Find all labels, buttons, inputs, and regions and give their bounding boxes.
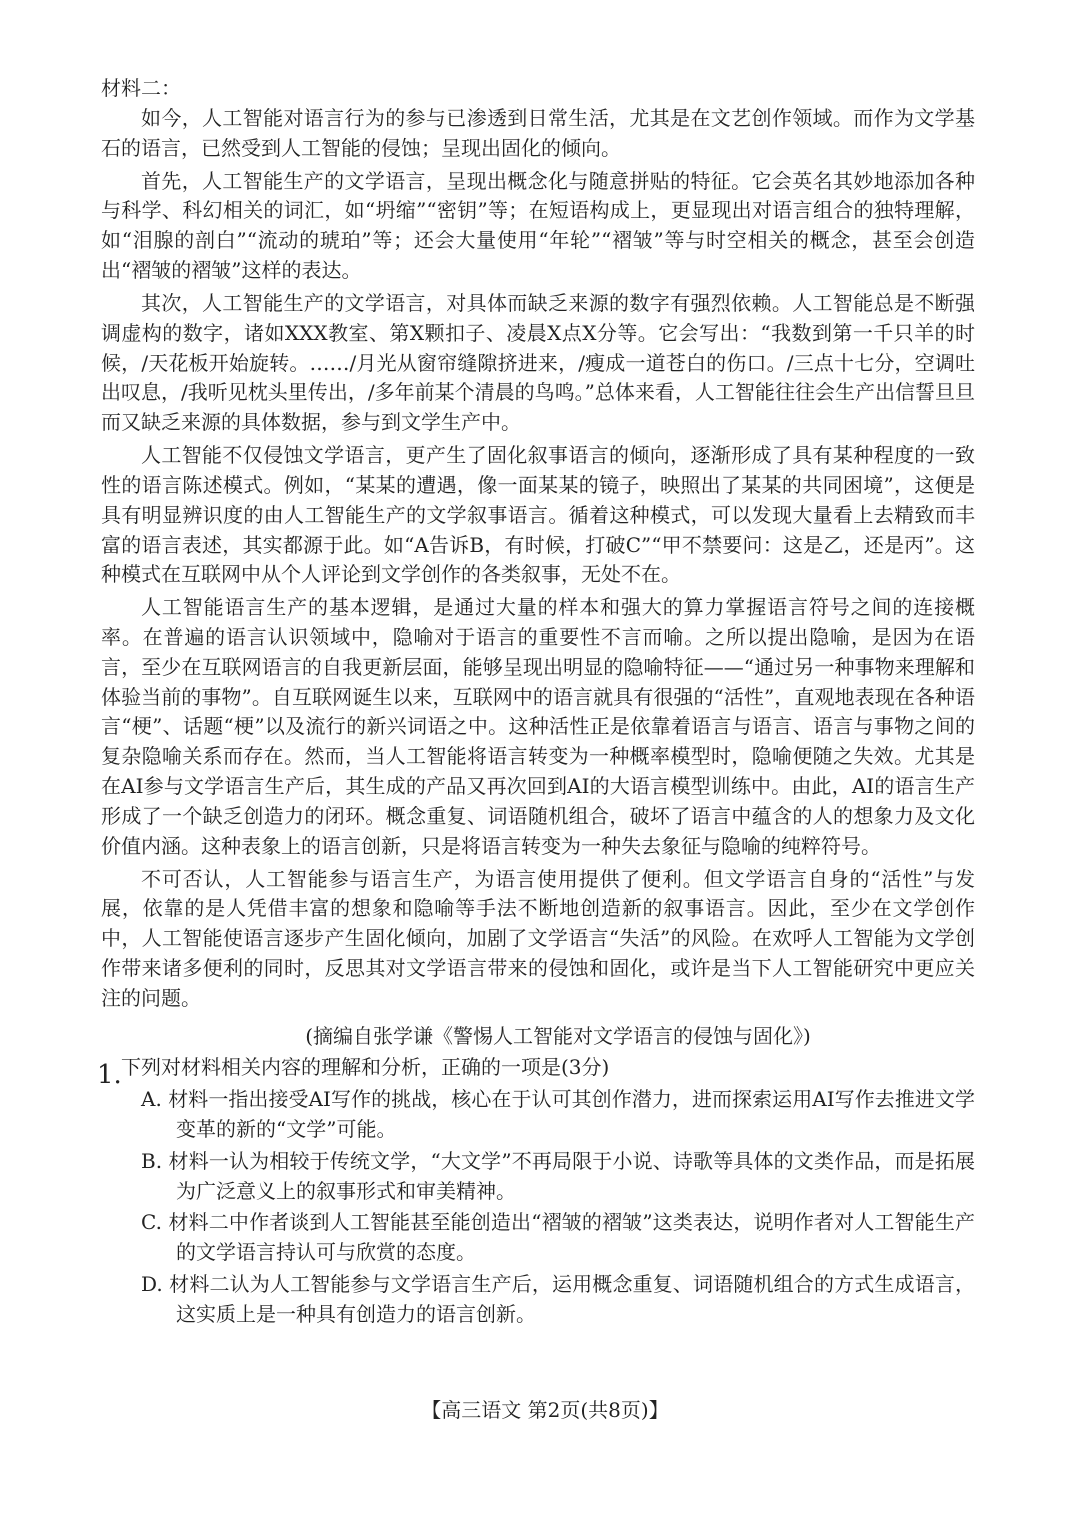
paragraph-3: 其次，人工智能生产的文学语言，对具体而缺乏来源的数字有强烈依赖。人工智能总是不断强调虚构的数字，诸如XXX教室、第X颗扣子、凌晨X点X分等。它会写出：“我数到第一千只羊的时候，/天花板开始旋转。……/月光从窗帘缝隙挤进来，/瘦成一道苍白的伤口。/三点十七分，空调吐出叹息，/我听见枕头里传出，/多年前某个清晨的鸟鸣。”总体来看，人工智能往往会生产出信誓旦旦而又缺乏来源的具体数据，参与到文学生产中。: [101, 290, 975, 435]
material-title: 材料二：: [101, 76, 181, 100]
page-footer: 【高三语文 第2页(共8页)】: [421, 1398, 669, 1422]
paragraph-6: 不可否认，人工智能参与语言生产，为语言使用提供了便利。但文学语言自身的“活性”与发展，依靠的是人凭借丰富的想象和隐喻等手法不断地创造新的叙事语言。因此，至少在文学创作中，人工智能使语言逐步产生固化倾向，加剧了文学语言“失活”的风险。在欢呼人工智能为文学创作带来诸多便利的同时，反思其对文学语言带来的侵蚀和固化，或许是当下人工智能研究中更应关注的问题。: [101, 866, 975, 1010]
option-d: D. 材料二认为人工智能参与文学语言生产后，运用概念重复、词语随机组合的方式生成语言，这实质上是一种具有创造力的语言创新。: [141, 1272, 975, 1326]
option-b: B. 材料一认为相较于传统文学，“大文学”不再局限于小说、诗歌等具体的文类作品，而是拓展为广泛意义上的叙事形式和审美精神。: [141, 1148, 975, 1203]
question-1: [97, 1053, 975, 1329]
paragraph-1: 如今，人工智能对语言行为的参与已渗透到日常生活，尤其是在文艺创作领域。而作为文学基石的语言，已然受到人工智能的侵蚀；呈现出固化的倾向。: [101, 105, 975, 160]
option-c: C. 材料二中作者谈到人工智能甚至能创造出“褶皱的褶皱”这类表达，说明作者对人工智能生产的文学语言持认可与欣赏的态度。: [141, 1210, 975, 1265]
paragraph-5: 人工智能语言生产的基本逻辑，是通过大量的样本和强大的算力掌握语言符号之间的连接概率。在普遍的语言认识领域中，隐喻对于语言的重要性不言而喻。之所以提出隐喻，是因为在语言，至少在互联网语言的自我更新层面，能够呈现出明显的隐喻特征——“通过另一种事物来理解和体验当前的事物”。自互联网诞生以来，互联网中的语言就具有很强的“活性”，直观地表现在各种语言“梗”、话题“梗”以及流行的新兴词语之中。这种活性正是依靠着语言与语言、语言与事物之间的复杂隐喻关系而存在。然而，当人工智能将语言转变为一种概率模型时，隐喻便随之失效。尤其是在AI参与文学语言生产后，其生成的产品又再次回到AI的大语言模型训练中。由此，AI的语言生产形成了一个缺乏创造力的闭环。概念重复、词语随机组合，破坏了语言中蕴含的人的想象力及文化价值内涵。这种表象上的语言创新，只是将语言转变为一种失去象征与隐喻的纯粹符号。: [101, 595, 975, 858]
question-number: 1.: [97, 1060, 122, 1091]
paragraph-2: 首先，人工智能生产的文学语言，呈现出概念化与随意拼贴的特征。它会英名其妙地添加各种与科学、科幻相关的词汇，如“坍缩”“密钥”等；在短语构成上，更显现出对语言组合的独特理解，如“泪腺的剖白”“流动的琥珀”等；还会大量使用“年轮”“褶皱”等与时空相关的概念，甚至会创造出“褶皱的褶皱”这样的表达。: [101, 168, 975, 282]
source-citation: (摘编自张学谦《警惕人工智能对文学语言的侵蚀与固化》): [305, 1023, 811, 1048]
question-stem: 下列对材料相关内容的理解和分析，正确的一项是(3分): [121, 1055, 610, 1080]
exam-page-content: [97, 74, 975, 1332]
option-a: A. 材料一指出接受AI写作的挑战，核心在于认可其创作潜力，进而探索运用AI写作去推进文学变革的新的“文学”可能。: [141, 1087, 975, 1142]
paragraph-4: 人工智能不仅侵蚀文学语言，更产生了固化叙事语言的倾向，逐渐形成了具有某种程度的一致性的语言陈述模式。例如，“某某的遭遇，像一面某某的镜子，映照出了某某的共同困境”，这便是具有明显辨识度的由人工智能生产的文学叙事语言。循着这种模式，可以发现大量看上去精致而丰富的语言表述，其实都源于此。如“A告诉B，有时候，打破C”“甲不禁要问：这是乙，还是丙”。这种模式在互联网中从个人评论到文学创作的各类叙事，无处不在。: [101, 443, 975, 587]
